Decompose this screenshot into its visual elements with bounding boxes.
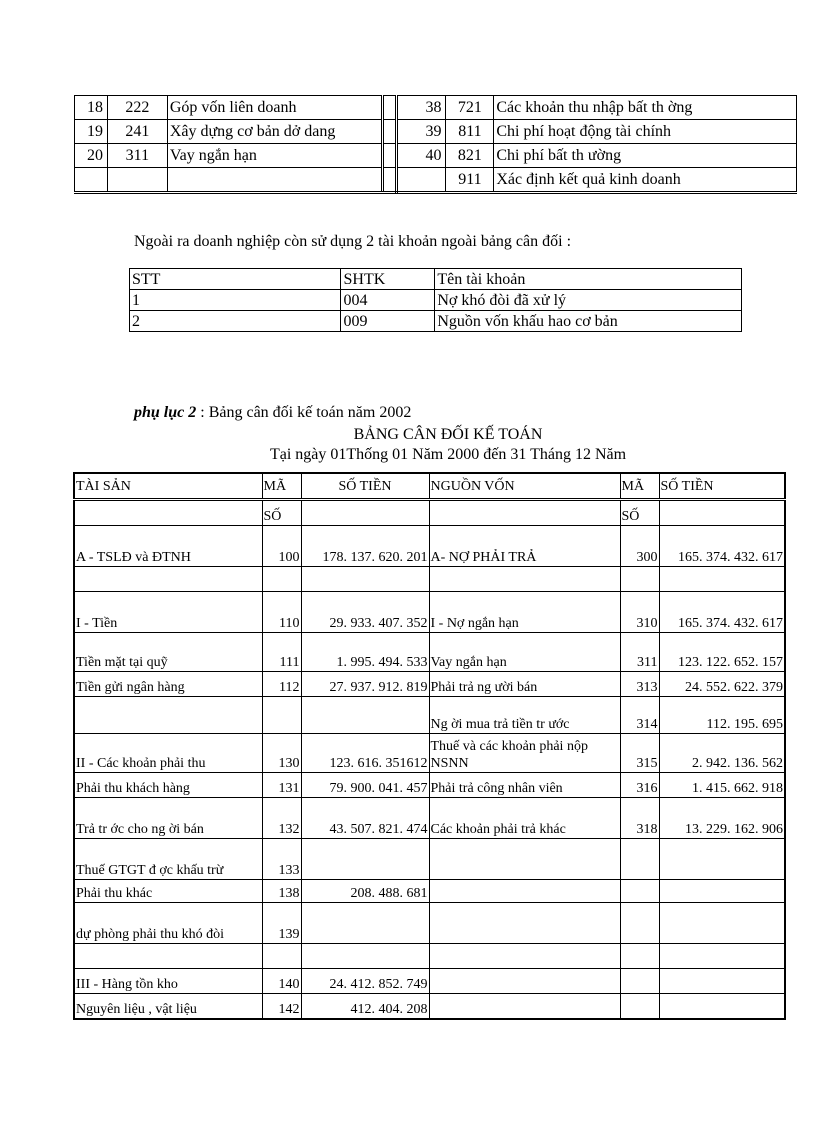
header-code: MÃ (262, 473, 301, 500)
cell-asset-amount: 27. 937. 912. 819 (301, 672, 429, 697)
cell-asset-code: 133 (262, 839, 301, 880)
cell-source-amount (659, 903, 785, 944)
cell-stt: 1 (130, 290, 341, 311)
cell-source: Các khoản phải trả khác (429, 798, 620, 839)
cell-asset: II - Các khoản phải thu (74, 734, 262, 773)
cell-source-code (620, 903, 659, 944)
cell-asset-amount: 29. 933. 407. 352 (301, 592, 429, 633)
balance-header-row (74, 473, 785, 500)
header-shtk: SHTK (341, 269, 435, 290)
cell-asset-amount: 123. 616. 351612 (301, 734, 429, 773)
cell-code-left: 311 (107, 144, 167, 168)
cell-stt-left: 18 (75, 96, 108, 120)
cell-source-code: 318 (620, 798, 659, 839)
cell-source (429, 969, 620, 994)
cell-name-left: Góp vốn liên doanh (167, 96, 382, 120)
cell-asset: Thuế GTGT đ ợc khấu trừ (74, 839, 262, 880)
cell-source: Thuế và các khoản phải nộp NSNN (429, 734, 620, 773)
balance-subheader-row (74, 500, 785, 526)
cell-source-code: 314 (620, 697, 659, 734)
cell-source-amount: 1. 415. 662. 918 (659, 773, 785, 798)
cell-source (429, 567, 620, 592)
header-sources: NGUỒN VỐN (429, 473, 620, 500)
cell-asset-amount: 24. 412. 852. 749 (301, 969, 429, 994)
cell-asset-code: 131 (262, 773, 301, 798)
table-row (74, 672, 785, 697)
table-row (75, 168, 797, 193)
cell-source: Phải trả ng ười bán (429, 672, 620, 697)
cell-separator (382, 96, 396, 120)
cell-asset: Tiền mặt tại quỹ (74, 633, 262, 672)
intro-text: Ngoài ra doanh nghiệp còn sử dụng 2 tài khoản ngoài bảng cân đối : (134, 233, 572, 250)
cell-source-code (620, 969, 659, 994)
cell-asset-code: 140 (262, 969, 301, 994)
cell-stt-left: 20 (75, 144, 108, 168)
cell-asset-amount (301, 903, 429, 944)
cell-source (429, 839, 620, 880)
cell-code-left (107, 168, 167, 193)
cell-name-right: Chi phí bất th ường (494, 144, 797, 168)
cell-source-amount (659, 944, 785, 969)
balance-sheet-table (73, 472, 786, 1020)
cell-name-left (167, 168, 382, 193)
cell-asset: I - Tiền (74, 592, 262, 633)
table-row (74, 567, 785, 592)
cell-asset: III - Hàng tồn kho (74, 969, 262, 994)
cell-asset-amount (301, 944, 429, 969)
cell-source (429, 903, 620, 944)
cell-source-code: 300 (620, 526, 659, 567)
cell-source (429, 994, 620, 1020)
cell-source-code (620, 880, 659, 903)
cell-asset-code (262, 567, 301, 592)
cell-source: Vay ngắn hạn (429, 633, 620, 672)
cell-source-amount: 13. 229. 162. 906 (659, 798, 785, 839)
cell-source-code (620, 944, 659, 969)
cell-source: Ng ời mua trả tiền tr ước (429, 697, 620, 734)
cell-separator (382, 144, 396, 168)
table-row (74, 994, 785, 1020)
cell-asset-amount (301, 567, 429, 592)
table-row (130, 290, 742, 311)
cell-source: I - Nợ ngắn hạn (429, 592, 620, 633)
cell-name-left: Vay ngắn hạn (167, 144, 382, 168)
cell-asset-code: 138 (262, 880, 301, 903)
header-code2: MÃ (620, 473, 659, 500)
cell-asset-amount: 178. 137. 620. 201 (301, 526, 429, 567)
subheader-code2: SỐ (620, 500, 659, 526)
cell-asset: Phải thu khách hàng (74, 773, 262, 798)
cell-source-code: 311 (620, 633, 659, 672)
cell-stt-right: 40 (396, 144, 446, 168)
cell-account-name: Nợ khó đòi đã xử lý (435, 290, 742, 311)
cell-source (429, 880, 620, 903)
cell-separator (382, 168, 396, 193)
table-row (74, 944, 785, 969)
balance-sheet-subtitle: Tại ngày 01Thống 01 Năm 2000 đến 31 Tháng 12 Năm (269, 446, 627, 463)
cell-asset-code: 132 (262, 798, 301, 839)
cell-source-amount: 24. 552. 622. 379 (659, 672, 785, 697)
cell-code-left: 241 (107, 120, 167, 144)
cell-asset-amount: 43. 507. 821. 474 (301, 798, 429, 839)
cell-asset: A - TSLĐ và ĐTNH (74, 526, 262, 567)
cell-name-right: Các khoản thu nhập bất th ờng (494, 96, 797, 120)
cell-stt-right: 39 (396, 120, 446, 144)
cell-source (429, 944, 620, 969)
cell-source-code (620, 567, 659, 592)
cell-source-code: 313 (620, 672, 659, 697)
cell-asset-amount (301, 839, 429, 880)
cell-stt-right (396, 168, 446, 193)
table-row (74, 839, 785, 880)
cell-source: Phải trả công nhân viên (429, 773, 620, 798)
header-amount: SỐ TIỀN (301, 473, 429, 500)
cell-asset-code: 130 (262, 734, 301, 773)
cell-asset-code: 110 (262, 592, 301, 633)
cell-asset-amount (301, 697, 429, 734)
cell-source-amount (659, 994, 785, 1020)
cell-source-amount: 165. 374. 432. 617 (659, 526, 785, 567)
off-balance-header-row (130, 269, 742, 290)
cell-asset (74, 697, 262, 734)
cell-asset-code: 139 (262, 903, 301, 944)
header-account-name: Tên tài khoản (435, 269, 742, 290)
cell-name-right: Xác định kết quả kinh doanh (494, 168, 797, 193)
cell-code-right: 911 (446, 168, 494, 193)
subheader-code: SỐ (262, 500, 301, 526)
table-row (74, 969, 785, 994)
cell-asset: Trả tr ớc cho ng ời bán (74, 798, 262, 839)
table-row (74, 592, 785, 633)
cell-code-right: 821 (446, 144, 494, 168)
appendix-label: phụ lục 2 (134, 404, 197, 421)
header-amount2: SỐ TIỀN (659, 473, 785, 500)
table-row (130, 311, 742, 332)
cell-asset-amount: 1. 995. 494. 533 (301, 633, 429, 672)
cell-stt-right: 38 (396, 96, 446, 120)
cell-asset-amount: 412. 404. 208 (301, 994, 429, 1020)
cell-source-amount (659, 969, 785, 994)
cell-asset-code: 111 (262, 633, 301, 672)
table-row (75, 144, 797, 168)
cell-source-amount: 165. 374. 432. 617 (659, 592, 785, 633)
cell-code-left: 222 (107, 96, 167, 120)
cell-asset (74, 567, 262, 592)
balance-sheet-title: BẢNG CÂN ĐỐI KẾ TOÁN (353, 426, 543, 443)
cell-source-code (620, 839, 659, 880)
cell-source-amount: 112. 195. 695 (659, 697, 785, 734)
cell-source-amount (659, 839, 785, 880)
cell-shtk: 004 (341, 290, 435, 311)
cell-asset-amount: 208. 488. 681 (301, 880, 429, 903)
cell-asset: Nguyên liệu , vật liệu (74, 994, 262, 1020)
cell-source-amount (659, 880, 785, 903)
cell-source: A- NỢ PHẢI TRẢ (429, 526, 620, 567)
table-row (74, 734, 785, 773)
table-row (74, 526, 785, 567)
cell-source-code: 316 (620, 773, 659, 798)
cell-stt-left (75, 168, 108, 193)
cell-code-right: 811 (446, 120, 494, 144)
cell-source-amount: 2. 942. 136. 562 (659, 734, 785, 773)
cell-asset: Phải thu khác (74, 880, 262, 903)
cell-source-code (620, 994, 659, 1020)
cell-asset-code: 142 (262, 994, 301, 1020)
cell-separator (382, 120, 396, 144)
cell-asset-code (262, 697, 301, 734)
cell-stt-left: 19 (75, 120, 108, 144)
accounts-table (74, 95, 797, 194)
cell-source-amount (659, 567, 785, 592)
cell-asset-code: 100 (262, 526, 301, 567)
cell-source-code: 315 (620, 734, 659, 773)
header-stt: STT (130, 269, 341, 290)
table-row (74, 633, 785, 672)
appendix-heading (134, 404, 411, 422)
cell-shtk: 009 (341, 311, 435, 332)
cell-account-name: Nguồn vốn khấu hao cơ bản (435, 311, 742, 332)
cell-asset-code: 112 (262, 672, 301, 697)
cell-name-right: Chi phí hoạt động tài chính (494, 120, 797, 144)
cell-asset (74, 944, 262, 969)
table-row (74, 903, 785, 944)
cell-asset-code (262, 944, 301, 969)
cell-source-amount: 123. 122. 652. 157 (659, 633, 785, 672)
cell-asset-amount: 79. 900. 041. 457 (301, 773, 429, 798)
cell-asset: dự phòng phải thu khó đòi (74, 903, 262, 944)
table-row (74, 880, 785, 903)
table-row (74, 798, 785, 839)
off-balance-table (129, 268, 742, 332)
cell-name-left: Xây dựng cơ bản dở dang (167, 120, 382, 144)
appendix-text: : Bảng cân đối kế toán năm 2002 (196, 404, 412, 421)
cell-source-code: 310 (620, 592, 659, 633)
table-row (74, 697, 785, 734)
cell-code-right: 721 (446, 96, 494, 120)
header-assets: TÀI SẢN (74, 473, 262, 500)
cell-stt: 2 (130, 311, 341, 332)
table-row (74, 773, 785, 798)
cell-asset: Tiền gửi ngân hàng (74, 672, 262, 697)
table-row (75, 120, 797, 144)
table-row (75, 96, 797, 120)
